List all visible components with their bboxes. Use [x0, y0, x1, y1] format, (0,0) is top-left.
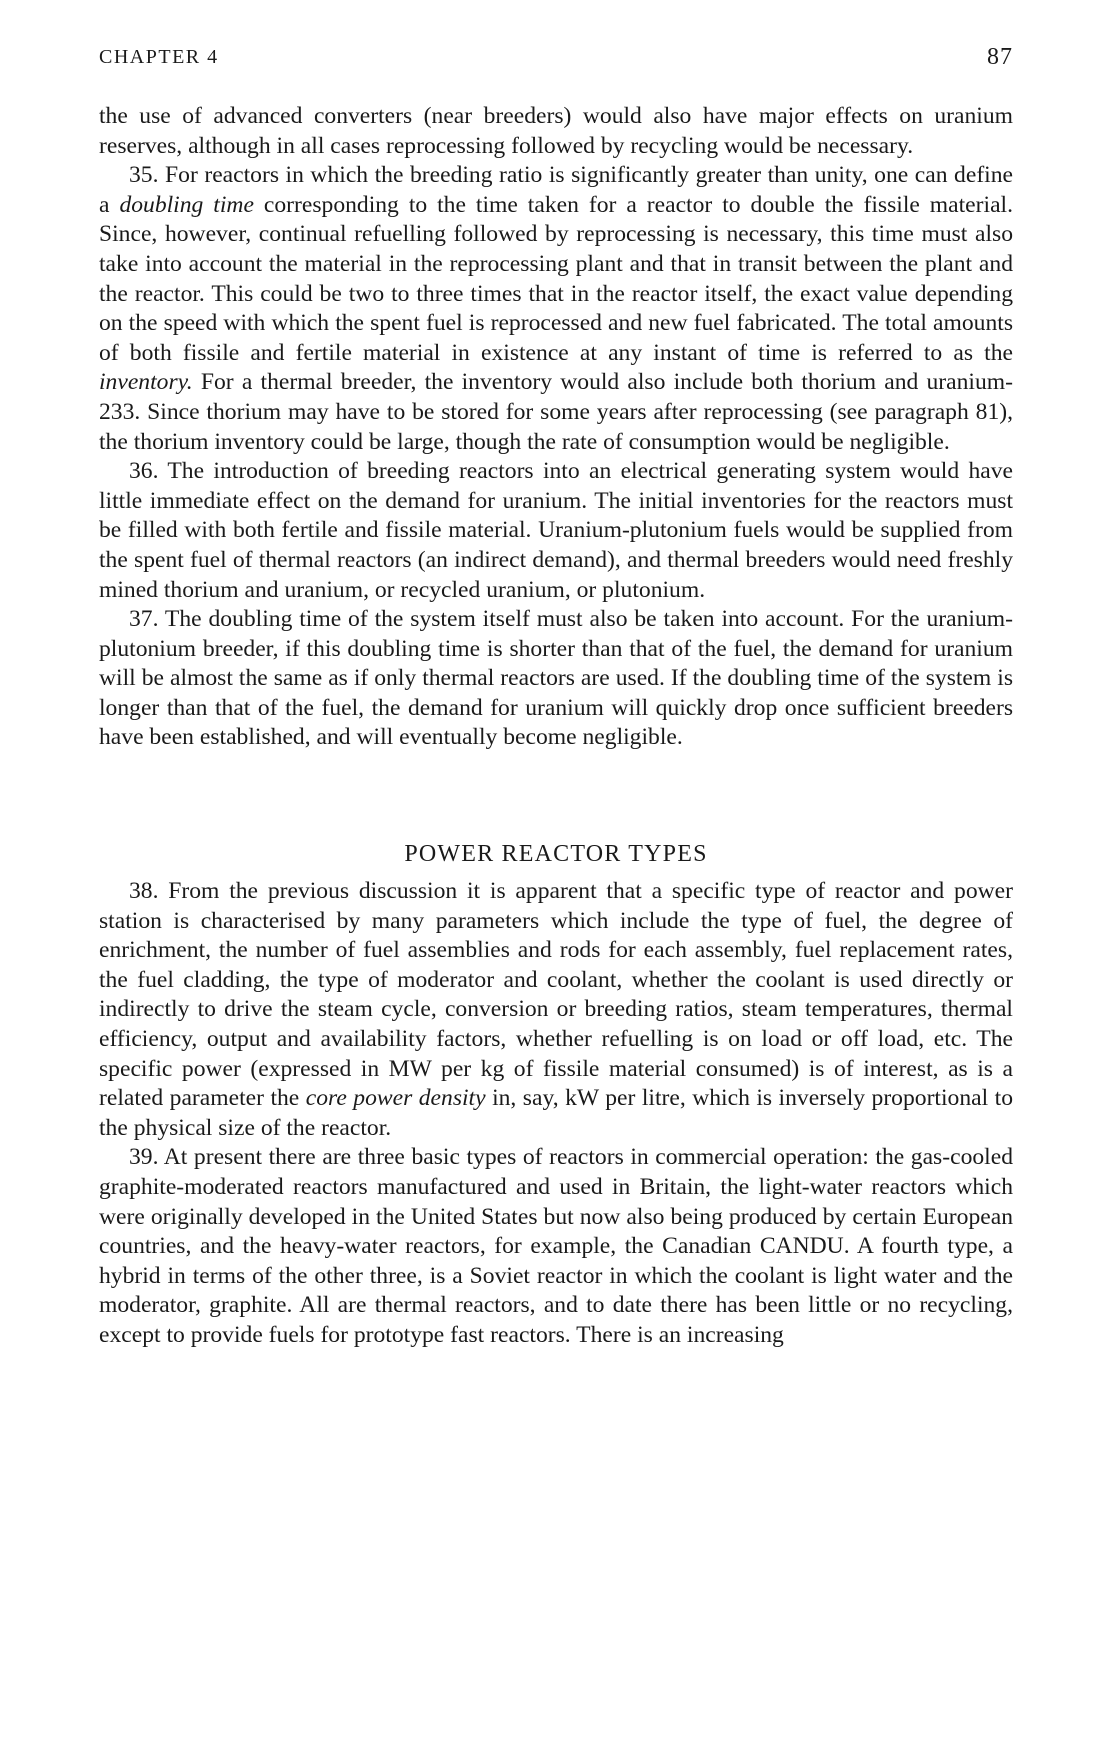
paragraph-38: [99, 877, 1013, 1143]
chapter-label: CHAPTER 4: [99, 46, 219, 68]
paragraph-continued: the use of advanced converters (near breeders) would also have major effects on uranium reserves, although in all cases reprocessing followed by recycling would be necessary.: [99, 103, 1013, 159]
paragraph-35-text-b: corresponding to the time taken for a reactor to double the fissile material. Since, however, continual refuelling followed by reprocessing is necessary, this time must also take into account the material in the reprocessing plant and that in transit between the plant and the reactor. This could be two to three times that in the reactor itself, the exact value depending on the speed with which the spent fuel is reprocessed and new fuel fabricated. The total amounts of both fissile and fertile material in existence at any instant of time is referred to as the: [99, 191, 1013, 366]
section-text: [99, 877, 1013, 1351]
term-core-power-density: core power density: [305, 1085, 486, 1112]
paragraph-35-text-a: 35. For reactors in which the breeding ratio is significantly greater than unity, one can define a: [99, 162, 1013, 218]
running-head: [99, 40, 1013, 80]
term-doubling-time: doubling time: [119, 191, 254, 218]
paragraph-39: 39. At present there are three basic types of reactors in commercial operation: the gas-cooled graphite-moderated reactors manufactured and used in Britain, the light-water reactors which were originally developed in the United States but now also being produced by certain European countries, and the heavy-water reactors, for example, the Canadian CANDU. A fourth type, a hybrid in terms of the other three, is a Soviet reactor in which the coolant is light water and the moderator, graphite. All are thermal reactors, and to date there has been little or no recycling, except to provide fuels for prototype fast reactors. There is an increasing: [99, 1144, 1013, 1348]
body-text: [99, 102, 1013, 753]
term-inventory: inventory.: [99, 369, 193, 396]
page-number: 87: [987, 44, 1013, 70]
paragraph-37: 37. The doubling time of the system itself must also be taken into account. For the uranium-plutonium breeder, if this doubling time is shorter than that of the fuel, the demand for uranium will be almost the same as if only thermal reactors are used. If the doubling time of the system is longer than that of the fuel, the demand for uranium will quickly drop once sufficient breeders have been established, and will eventually become negligible.: [99, 606, 1013, 751]
paragraph-35-text-c: For a thermal breeder, the inventory would also include both thorium and uranium-233. Since thorium may have to be stored for some years after reprocessing (see paragraph 81), the thorium inventory could be large, though the rate of consumption would be negligible.: [99, 369, 1013, 455]
paragraph-38-text-a: 38. From the previous discussion it is apparent that a specific type of reactor and power station is characterised by many parameters which include the type of fuel, the degree of enrichment, the number of fuel assemblies and rods for each assembly, fuel replacement rates, the fuel cladding, the type of moderator and coolant, whether the coolant is used directly or indirectly to drive the steam cycle, conversion or breeding ratios, steam temperatures, thermal efficiency, output and availability factors, whether refuelling is on load or off load, etc. The specific power (expressed in MW per kg of fissile material consumed) is of interest, as is a related parameter the: [99, 878, 1013, 1112]
paragraph-38-text-b: in, say, kW per litre, which is inversely proportional to the physical size of the reactor.: [99, 1085, 1013, 1141]
paragraph-35: [99, 161, 1013, 457]
paragraph-36: 36. The introduction of breeding reactors into an electrical generating system would have little immediate effect on the demand for uranium. The initial inventories for the reactors must be filled with both fertile and fissile material. Uranium-plutonium fuels would be supplied from the spent fuel of thermal reactors (an indirect demand), and thermal breeders would need freshly mined thorium and uranium, or recycled uranium, or plutonium.: [99, 458, 1013, 603]
book-page: [99, 40, 1013, 1351]
section-heading: POWER REACTOR TYPES: [404, 841, 708, 868]
